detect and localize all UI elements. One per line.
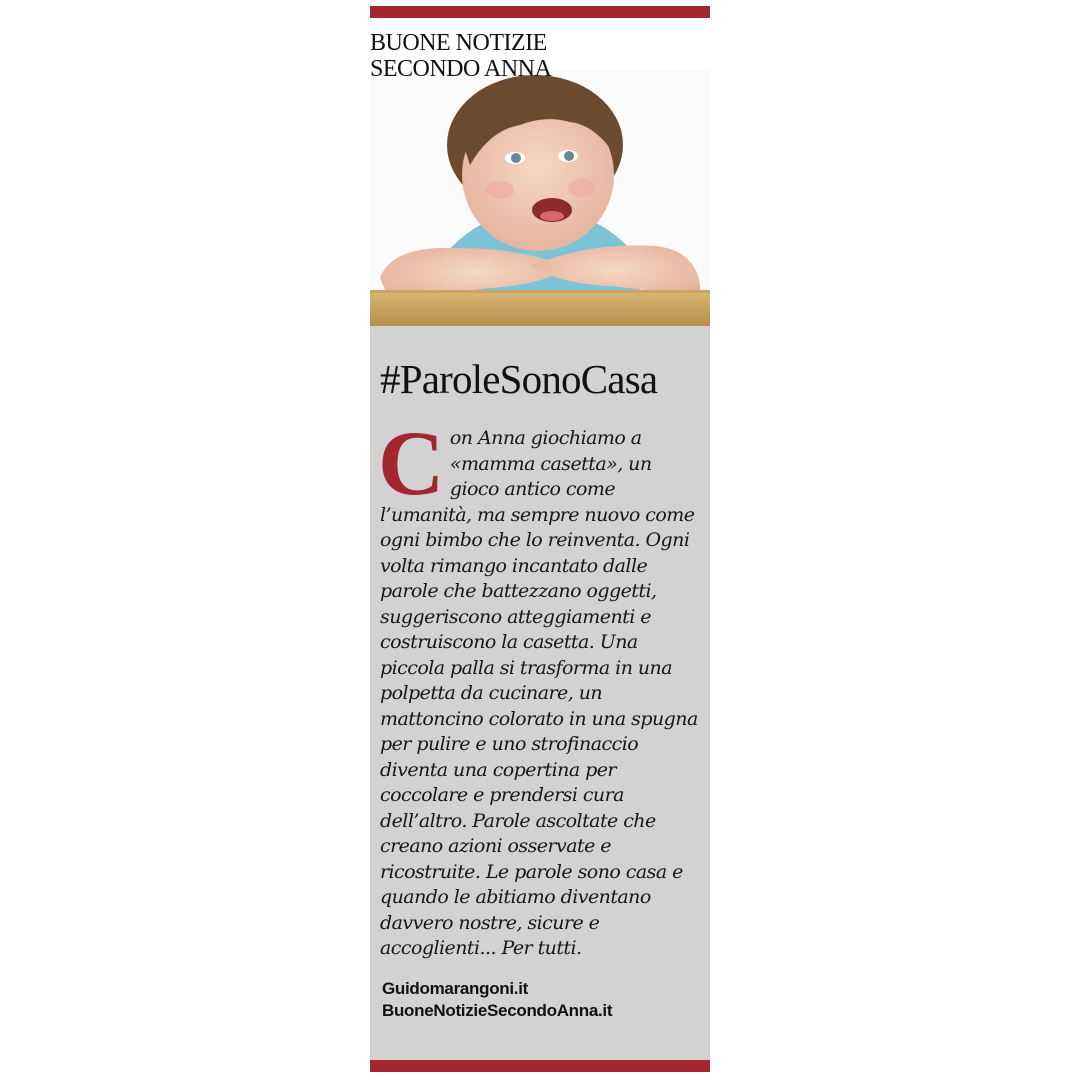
website-link-buonenotizie[interactable]: BuoneNotizieSecondoAnna.it <box>382 1001 613 1020</box>
article-body-text: on Anna giochiamo a «mamma casetta», un gioco antico come l’umanità, ma sempre nuovo come ogni bimbo che lo reinventa. Ogni volta rimango incantato dalle parole che battezzano oggetti, suggeriscono atteggiamenti e costruiscono la casetta. Una piccola palla si trasforma in una polpetta da cucinare, un mattoncino colorato in una spugna per pulire e uno strofinaccio diventa una copertina per coccolare e prendersi cura dell’altro. Parole ascoltate che creano azioni osservate e ricostruite. Le parole sono casa e quando le abitiamo diventano davvero nostre, sicure e accoglienti... Per tutti. <box>380 427 698 959</box>
child-photo <box>370 70 710 326</box>
section-kicker <box>370 30 710 82</box>
article-panel <box>370 326 710 1060</box>
bottom-rule <box>370 1060 710 1072</box>
news-column <box>370 0 710 1080</box>
kicker-line-1: BUONE NOTIZIE <box>370 30 547 56</box>
article-body <box>378 412 698 962</box>
drop-cap: C <box>378 412 444 514</box>
kicker-line-2: SECONDO ANNA <box>370 56 552 82</box>
website-link-guidomarangoni[interactable]: Guidomarangoni.it <box>382 979 529 998</box>
author-links <box>382 978 702 1022</box>
article-headline: #ParoleSonoCasa <box>380 356 658 402</box>
top-rule <box>370 6 710 18</box>
